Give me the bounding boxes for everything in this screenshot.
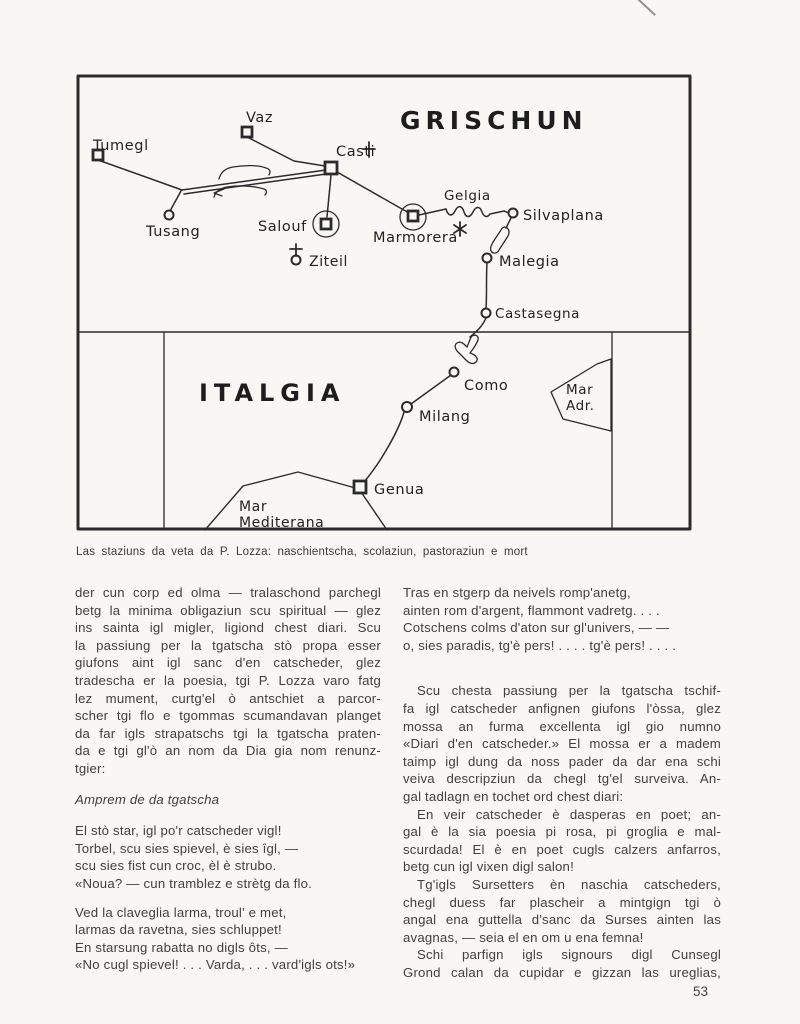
text-line: da e tgi gl'ò an nom da Dia gia nom renunz- — [75, 743, 381, 759]
poem-stanza-2 — [75, 904, 381, 974]
text-line: ins sainta igl migler, ligiond chest diari. Scu — [75, 620, 381, 636]
marker-casti — [325, 162, 337, 174]
text-line: tgier: — [75, 760, 106, 776]
text-line: En starsung rabatta no digls ôts, — — [75, 939, 288, 955]
text-line: betg cun igl vixen digl salon! — [403, 859, 574, 875]
text-line: o, sies paradis, tg'è pers! . . . . tg'è pers! . . . . — [403, 637, 677, 653]
map-label-casti: Casti — [336, 144, 376, 160]
right-prose — [403, 682, 721, 981]
text-line: Torbel, scu sies spievel, è sies îgl, — — [75, 840, 299, 856]
text-line: Schi parfign igls signours digl Cunsegl — [417, 947, 721, 963]
text-line: veiva descripziun da chegl tg'el surveiva. An- — [403, 771, 721, 787]
route-malegia-castasegna — [486, 262, 487, 308]
route-tusang-junction — [170, 191, 181, 211]
text-line: «Diari d'en catscheder.» El mossa er a madem — [403, 736, 721, 752]
marker-silvaplana — [509, 209, 518, 218]
text-line: gal tadlagn en tochet ord chest diari: — [403, 788, 624, 804]
text-line: giufons aint igl sanc d'en catscheder, glez — [75, 655, 381, 671]
map-label-tusang: Tusang — [146, 224, 201, 240]
map-label-vaz: Vaz — [246, 110, 274, 126]
lake-silvaplana — [491, 227, 509, 253]
map-label-mar-adr-2: Adr. — [566, 398, 595, 414]
text-line: Scu chesta passiung per la tgatscha tschif- — [417, 683, 721, 699]
left-column — [75, 584, 381, 974]
text-line: mossa an furma excellenta igl gio numno — [403, 718, 721, 734]
text-line: chegl duess far plascheir a mintgign tgi ò — [403, 894, 721, 910]
railway-mark-upper — [219, 166, 270, 179]
text-line: tradescha er la poesia, tgi P. Lozza varo fatg — [75, 672, 381, 688]
map-caption: Las staziuns da veta da P. Lozza: naschientscha, scolaziun, pastoraziun e mort — [76, 546, 528, 558]
text-line: avagnas, — seia el en om u ena femna! — [403, 929, 644, 945]
marker-tusang — [165, 211, 174, 220]
text-line: fa igl catscheder anfignen giufons l'òssa, glez — [403, 700, 721, 716]
lake-como — [455, 335, 478, 363]
marker-como — [450, 368, 459, 377]
route-casti-marmorera — [337, 172, 409, 213]
text-line: da far igls strapatschs tgi la tgatscha praten- — [75, 725, 381, 741]
text-line: scurdada! El è en poet cugls calzers anfarros, — [403, 841, 721, 857]
route-marmorera-gelgia — [419, 209, 446, 215]
text-line: El stò star, igl po'r catscheder vigl! — [75, 823, 282, 839]
text-line: taimp igl dung da noss pader da dar ena schi — [403, 753, 721, 769]
map-label-ziteil: Ziteil — [309, 254, 348, 270]
railway-line-2 — [184, 174, 326, 194]
map-label-mar-adr-1: Mar — [566, 382, 594, 398]
text-line: angal ena guttella d'sanc da Surses ainten las — [403, 912, 721, 928]
text-line: ainten rom d'argent, flammont vadretg. . . . — [403, 602, 660, 618]
map-label-mar-mediterana-1: Mar — [239, 499, 268, 515]
map-title-grischun: GRISCHUN — [400, 106, 588, 135]
route-como-milang — [411, 375, 451, 404]
text-line: la passiung per la tgatscha stò propa esser — [75, 637, 381, 653]
map-label-silvaplana: Silvaplana — [523, 208, 604, 224]
page-number: 53 — [692, 984, 708, 999]
map-title-italgia: ITALGIA — [199, 379, 346, 407]
left-paragraph — [75, 584, 381, 778]
map-label-marmorera: Marmorera — [373, 230, 458, 246]
cross-icon-ziteil — [290, 244, 302, 256]
route-milang-genua — [364, 412, 404, 482]
text-line: scher tgi flo e tgommas scumandavan planget — [75, 708, 381, 724]
text-line: larmas da ravetna, sies schluppet! — [75, 922, 282, 938]
gelgia-river-squiggle — [446, 207, 509, 217]
map-label-genua: Genua — [374, 482, 425, 498]
map-label-castasegna: Castasegna — [495, 306, 581, 322]
map-label-como: Como — [464, 378, 509, 394]
poem-heading: Amprem de da tgatscha — [75, 791, 220, 807]
poem-stanza-1 — [75, 822, 381, 892]
map-label-gelgia: Gelgia — [444, 188, 491, 204]
right-column — [403, 584, 721, 981]
map-label-malegia: Malegia — [499, 254, 560, 270]
marker-malegia — [483, 254, 492, 263]
map-frame — [78, 76, 690, 529]
text-line: Grond calan da cupidar e gizzan las ureglias, — [403, 964, 721, 980]
text-line: Tras en stgerp da neivels romp'anetg, — [403, 585, 631, 600]
route-tumegl-junction — [98, 160, 182, 190]
marker-milang — [402, 402, 412, 412]
poem-stanza-3 — [403, 584, 721, 654]
text-line: En veir catscheder è dasperas en poet; an- — [417, 806, 721, 822]
route-castasegna-como — [470, 318, 486, 337]
map-label-milang: Milang — [419, 409, 471, 425]
text-line: lez mument, curtg'el ò antschiet a parcor- — [75, 690, 381, 706]
text-line: gal è la sia poesia pi rosa, pi groglia e mal- — [403, 824, 721, 840]
marker-castasegna — [482, 309, 491, 318]
marker-vaz — [242, 127, 252, 137]
text-line: Cotschens colms d'aton sur gl'univers, — — — [403, 620, 670, 636]
map-label-mar-mediterana-2: Mediterana — [239, 515, 325, 531]
text-line: Tg'igls Sursetters èn naschia catscheders, — [417, 876, 721, 892]
text-line: Ved la claveglia larma, troul' e met, — [75, 904, 287, 920]
marker-marmorera — [408, 211, 418, 221]
text-line: scu sies fist cun croc, èl è strubo. — [75, 858, 277, 874]
route-silvaplana-lake — [506, 218, 511, 228]
text-line: betg la minima obligaziun scu spiritual — glez — [75, 602, 381, 618]
text-line: der cun corp ed olma — tralaschond parchegl — [75, 585, 381, 600]
map-label-salouf: Salouf — [258, 219, 307, 235]
text-line: «No cugl spievel! . . . Varda, . . . vard'igls ots!» — [75, 957, 356, 973]
marker-genua — [354, 481, 366, 493]
marker-salouf — [321, 219, 331, 229]
route-vaz-casti — [247, 137, 325, 166]
map-label-tumegl: Tumegl — [93, 138, 149, 154]
text-line: «Noua? — cun tramblez e strètg da flo. — [75, 875, 313, 891]
